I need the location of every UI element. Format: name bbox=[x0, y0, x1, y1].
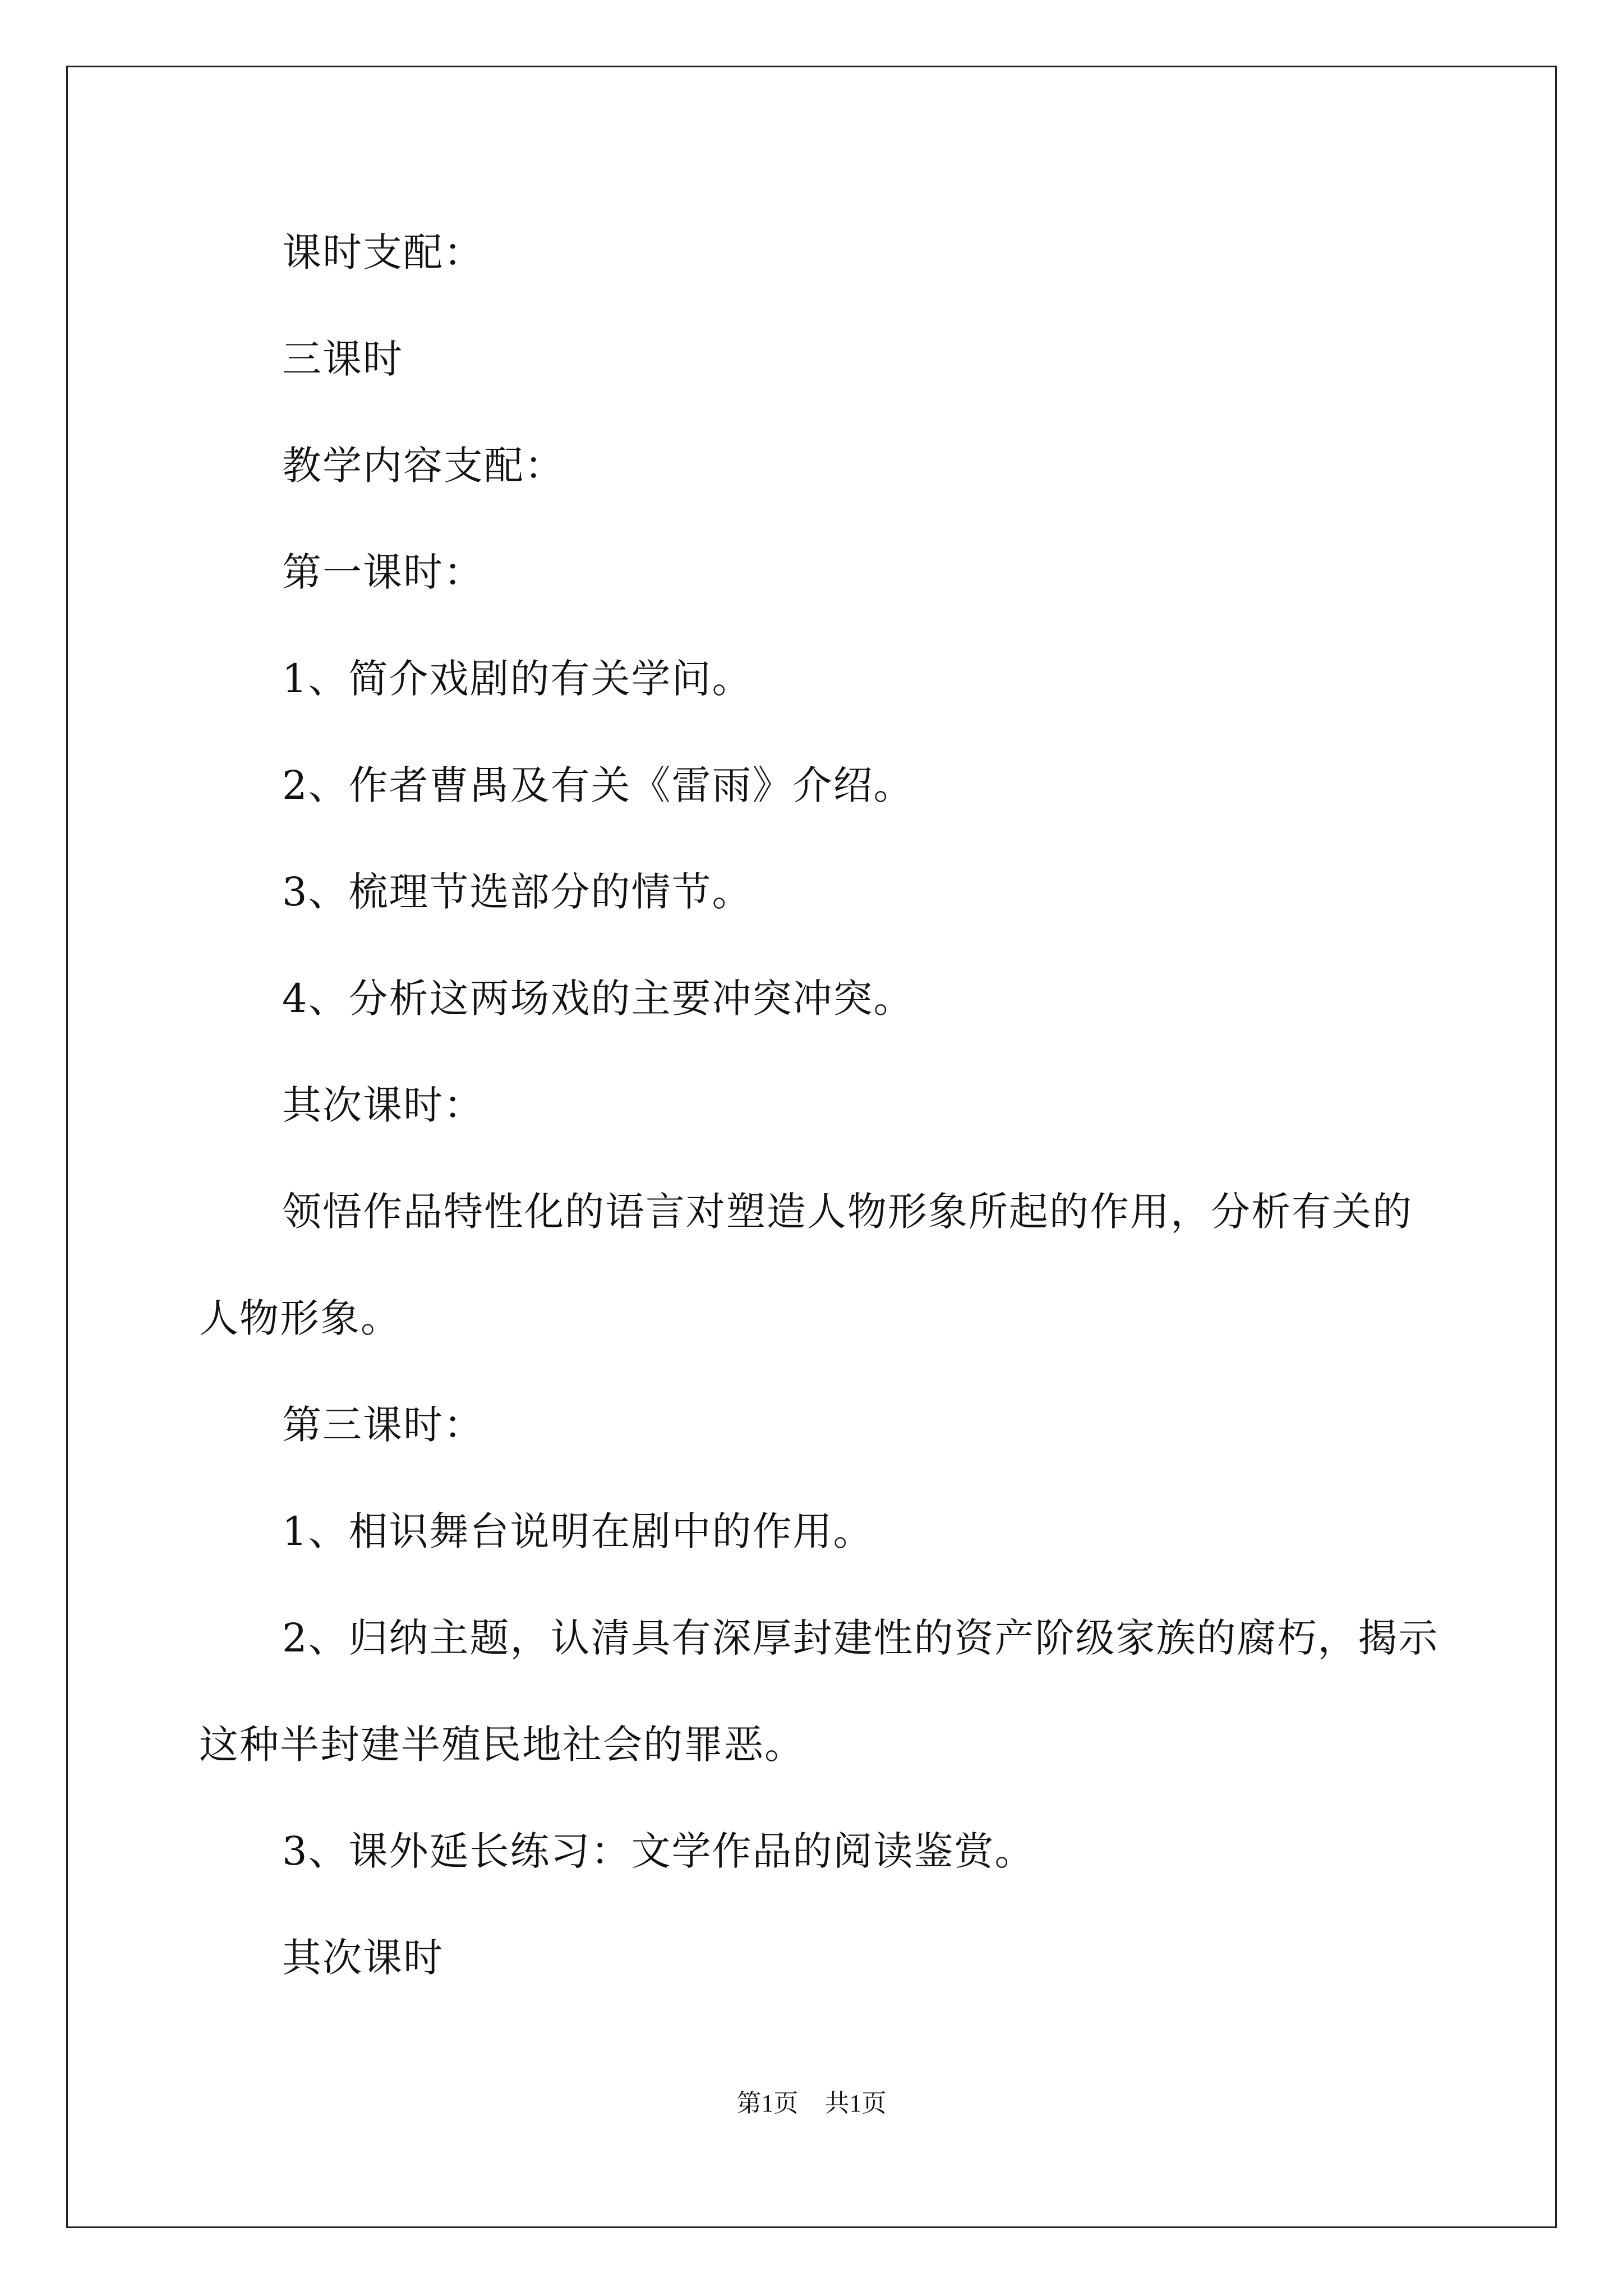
paragraph-guina bbox=[199, 1585, 1438, 1798]
text-line: 4、分析这两场戏的主要冲突冲突。 bbox=[282, 976, 914, 1022]
paragraph-line: 人物形象。 bbox=[199, 1295, 401, 1341]
paragraph-line: 这种半封建半殖民地社会的罪恶。 bbox=[199, 1722, 805, 1768]
page-number-total: 共1页 bbox=[824, 2090, 887, 2117]
text-line: 第一课时： bbox=[282, 549, 484, 595]
text-line: 2、作者曹禺及有关《雷雨》介绍。 bbox=[282, 762, 914, 808]
paragraph-lingwu bbox=[199, 1158, 1438, 1372]
paragraph-line: 领悟作品特性化的语言对塑造人物形象所起的作用，分析有关的 bbox=[282, 1189, 1413, 1235]
text-line: 其次课时 bbox=[282, 1935, 444, 1981]
text-line: 1、简介戏剧的有关学问。 bbox=[282, 656, 753, 702]
text-line: 课时支配： bbox=[282, 229, 484, 275]
text-line: 第三课时： bbox=[282, 1402, 484, 1448]
text-line: 3、梳理节选部分的情节。 bbox=[282, 869, 753, 915]
page-number-current: 第1页 bbox=[736, 2090, 799, 2117]
paragraph-line: 2、归纳主题，认清具有深厚封建性的资产阶级家族的腐朽，揭示 bbox=[282, 1615, 1439, 1661]
page-border bbox=[66, 66, 1557, 2228]
text-line: 1、相识舞台说明在剧中的作用。 bbox=[282, 1508, 874, 1554]
text-line: 其次课时： bbox=[282, 1082, 484, 1128]
text-line: 三课时 bbox=[282, 336, 403, 382]
text-line: 3、课外延长练习：文学作品的阅读鉴赏。 bbox=[282, 1828, 1035, 1874]
page-footer bbox=[0, 2087, 1623, 2120]
text-line: 教学内容支配： bbox=[282, 443, 565, 489]
